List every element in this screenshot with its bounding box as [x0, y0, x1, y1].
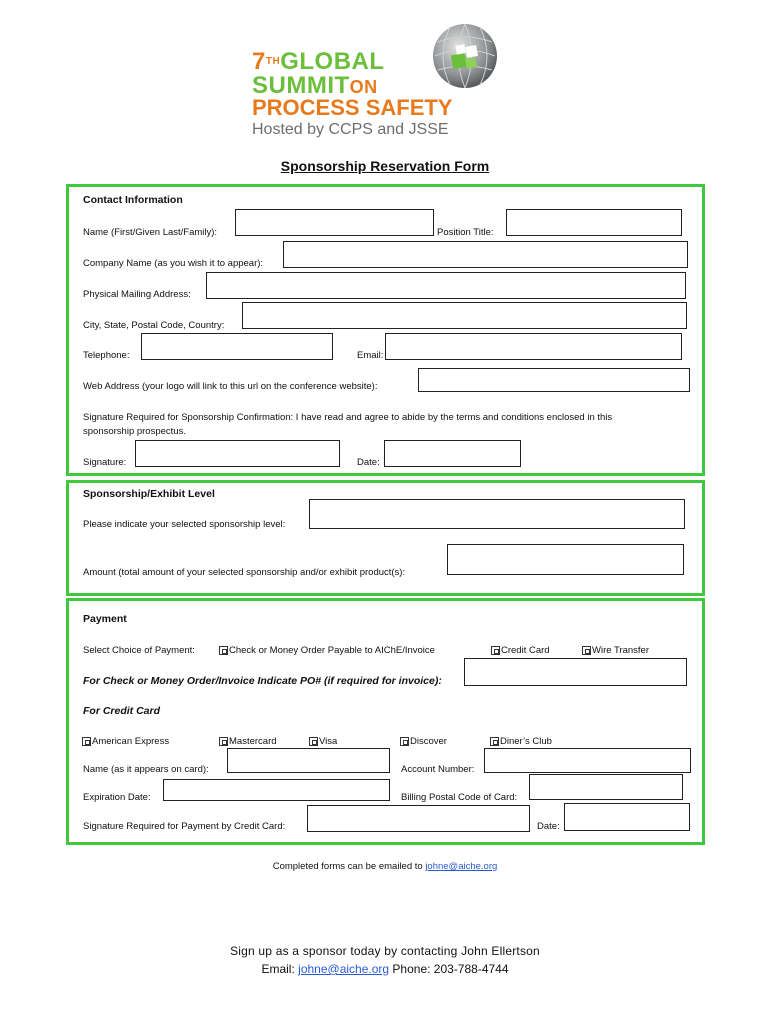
logo-ordinal-sup: TH — [265, 56, 281, 67]
date-field[interactable] — [384, 440, 521, 467]
amount-label: Amount (total amount of your selected sponsorship and/or exhibit product(s): — [83, 567, 406, 578]
check-option-label: Check or Money Order Payable to AIChE/Invoice — [229, 645, 435, 656]
visa-label: Visa — [319, 736, 338, 747]
amex-checkbox[interactable] — [82, 737, 91, 746]
account-field[interactable] — [484, 748, 691, 773]
discover-checkbox[interactable] — [400, 737, 409, 746]
po-label: For Check or Money Order/Invoice Indicate PO# (if required for invoice): — [83, 675, 442, 687]
wire-option-checkbox[interactable] — [582, 646, 591, 655]
contact-email-link[interactable]: johne@aiche.org — [298, 962, 390, 976]
contact-line — [0, 962, 770, 976]
logo-global: GLOBAL — [280, 48, 385, 75]
email-field[interactable] — [385, 333, 682, 360]
logo-process-safety: PROCESS SAFETY — [252, 95, 453, 120]
logo-ordinal: 7 — [252, 48, 266, 75]
company-field[interactable] — [283, 241, 688, 268]
mastercard-label: Mastercard — [229, 736, 277, 747]
signup-text: Sign up as a sponsor today by contacting John Ellertson — [230, 944, 540, 958]
cardname-label: Name (as it appears on card): — [83, 764, 209, 775]
credit-card-title: For Credit Card — [83, 705, 161, 717]
city-field[interactable] — [242, 302, 687, 329]
expiration-label: Expiration Date: — [83, 792, 151, 803]
amex-label: American Express — [92, 736, 170, 747]
level-field[interactable] — [309, 499, 685, 529]
completed-note — [0, 861, 770, 872]
diners-label: Diner’s Club — [500, 736, 552, 747]
email-prefix: Email: — [261, 962, 295, 976]
logo-on: ON — [349, 77, 378, 97]
hosted-by: Hosted by CCPS and JSSE — [252, 121, 449, 138]
signature-note-2: sponsorship prospectus. — [83, 426, 186, 437]
signature-field[interactable] — [135, 440, 340, 467]
visa-checkbox[interactable] — [309, 737, 318, 746]
company-label: Company Name (as you wish it to appear): — [83, 258, 264, 269]
mailing-label: Physical Mailing Address: — [83, 289, 191, 300]
payment-title: Payment — [83, 613, 127, 625]
expiration-field[interactable] — [163, 779, 390, 801]
completed-text: Completed forms can be emailed to — [272, 861, 423, 872]
po-field[interactable] — [464, 658, 687, 686]
completed-email-link[interactable]: johne@aiche.org — [425, 861, 498, 872]
date-label: Date: — [357, 457, 380, 468]
form-title: Sponsorship Reservation Form — [280, 158, 490, 174]
web-label: Web Address (your logo will link to this url on the conference website): — [83, 381, 378, 392]
mastercard-checkbox[interactable] — [219, 737, 228, 746]
email-label: Email: — [357, 350, 384, 361]
telephone-label: Telephone: — [83, 350, 130, 361]
globe-icon — [430, 18, 500, 98]
web-field[interactable] — [418, 368, 690, 392]
signature-note: Signature Required for Sponsorship Confirmation: I have read and agree to abide by the terms and conditions enclosed in this — [83, 412, 613, 423]
name-label: Name (First/Given Last/Family): — [83, 227, 218, 238]
billing-field[interactable] — [529, 774, 683, 800]
logo-summit: SUMMIT — [252, 72, 350, 99]
credit-option-label: Credit Card — [501, 645, 550, 656]
signature-label: Signature: — [83, 457, 127, 468]
discover-label: Discover — [410, 736, 447, 747]
cc-signature-label: Signature Required for Payment by Credit Card: — [83, 821, 286, 832]
amount-field[interactable] — [447, 544, 684, 575]
level-select-label: Please indicate your selected sponsorship level: — [83, 519, 286, 530]
diners-checkbox[interactable] — [490, 737, 499, 746]
contact-title: Contact Information — [83, 194, 183, 206]
payment-choice-label: Select Choice of Payment: — [83, 645, 195, 656]
account-label: Account Number: — [401, 764, 475, 775]
name-field[interactable] — [235, 209, 434, 236]
phone-text: Phone: 203-788-4744 — [392, 962, 509, 976]
city-label: City, State, Postal Code, Country: — [83, 320, 225, 331]
credit-option-checkbox[interactable] — [491, 646, 500, 655]
position-label: Position Title: — [437, 227, 494, 238]
cc-date-label: Date: — [537, 821, 560, 832]
mailing-field[interactable] — [206, 272, 686, 299]
cardname-field[interactable] — [227, 748, 390, 773]
summit-logo — [250, 18, 510, 143]
position-field[interactable] — [506, 209, 682, 236]
cc-signature-field[interactable] — [307, 805, 530, 832]
check-option-checkbox[interactable] — [219, 646, 228, 655]
level-title: Sponsorship/Exhibit Level — [83, 488, 215, 500]
billing-label: Billing Postal Code of Card: — [401, 792, 518, 803]
cc-date-field[interactable] — [564, 803, 690, 831]
telephone-field[interactable] — [141, 333, 333, 360]
wire-option-label: Wire Transfer — [592, 645, 650, 656]
